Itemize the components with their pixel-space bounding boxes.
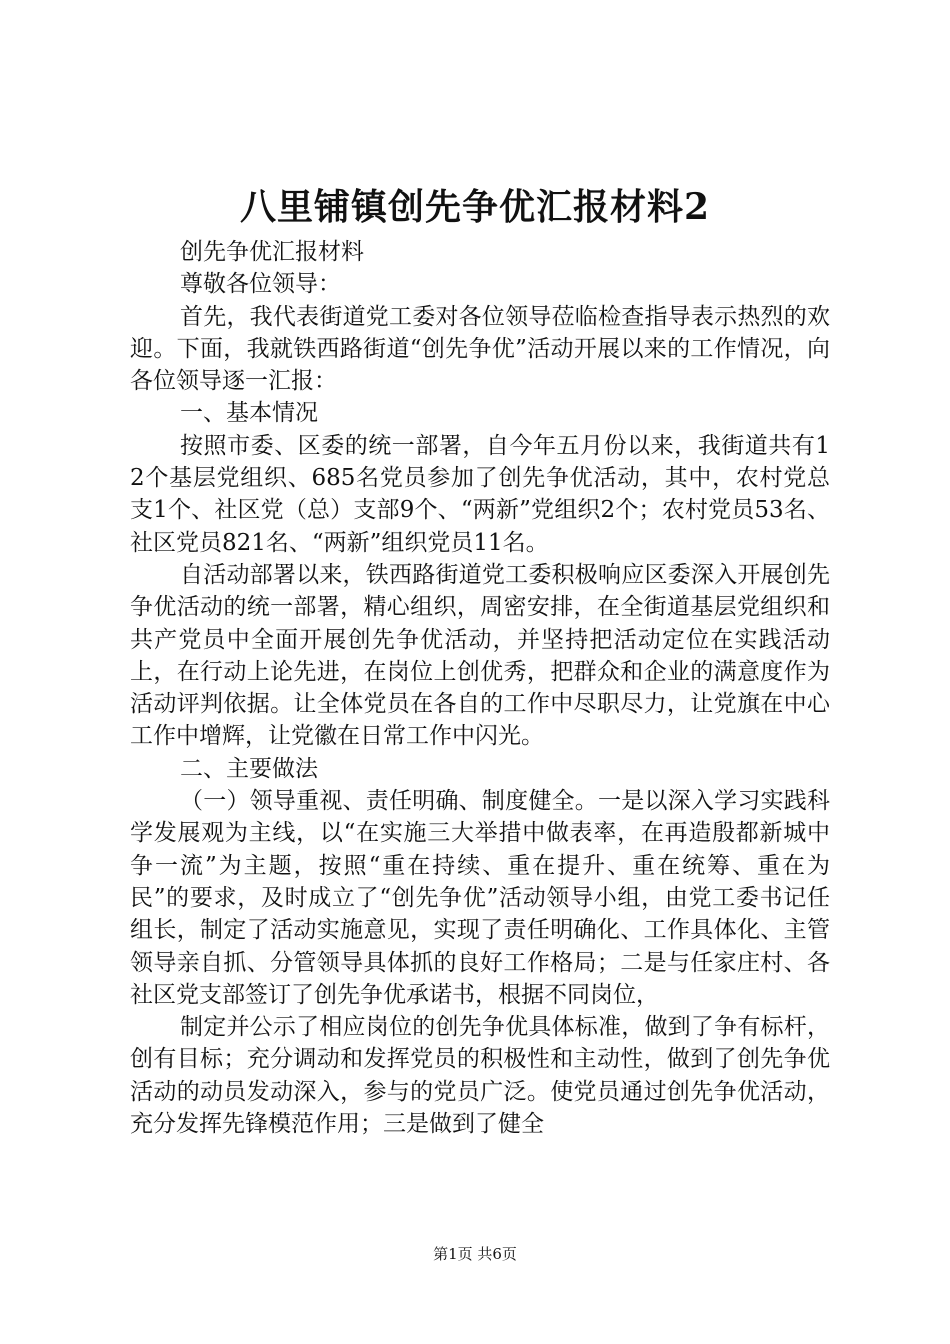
section-heading: 一、基本情况 xyxy=(180,400,318,427)
page-footer: 第1页 共6页 xyxy=(433,1245,517,1263)
paragraph: 尊敬各位领导： xyxy=(180,271,341,298)
document-title: 八里铺镇创先争优汇报材料2 xyxy=(239,186,711,228)
paragraph: （一）领导重视、责任明确、制度健全。一是以深入学习实践科学发展观为主线，以“在实施三大举措中做表率，在再造殷都新城中争一流”为主题，按照“重在持续、重在提升、重在统筹、重在为民”的要求，及时成立了“创先争优”活动领导小组，由党工委书记任组长，制定了活动实施意见，实现了责任明确化、工作具体化、主管领导亲自抓、分管领导具体抓的良好工作格局；二是与任家庄村、各社区党支部签订了创先争优承诺书，根据不同岗位， xyxy=(130,788,830,1008)
paragraph: 首先，我代表街道党工委对各位领导莅临检查指导表示热烈的欢迎。下面，我就铁西路街道“创先争优”活动开展以来的工作情况，向各位领导逐一汇报： xyxy=(130,303,830,395)
paragraph: 按照市委、区委的统一部署，自今年五月份以来，我街道共有12个基层党组织、685名党员参加了创先争优活动，其中，农村党总支1个、社区党（总）支部9个、“两新”党组织2个；农村党员53名、社区党员821名、“两新”组织党员11名。 xyxy=(130,432,830,556)
document-body xyxy=(130,236,830,1140)
paragraph: 制定并公示了相应岗位的创先争优具体标准，做到了争有标杆，创有目标；充分调动和发挥党员的积极性和主动性，做到了创先争优活动的动员发动深入，参与的党员广泛。使党员通过创先争优活动，充分发挥先锋模范作用；三是做到了健全 xyxy=(130,1014,830,1138)
section-heading: 二、主要做法 xyxy=(180,755,318,782)
paragraph: 自活动部署以来，铁西路街道党工委积极响应区委深入开展创先争优活动的统一部署，精心组织，周密安排，在全街道基层党组织和共产党员中全面开展创先争优活动，并坚持把活动定位在实践活动上，在行动上论先进，在岗位上创优秀，把群众和企业的满意度作为活动评判依据。让全体党员在各自的工作中尽职尽力，让党旗在中心工作中增辉，让党徽在日常工作中闪光。 xyxy=(130,561,830,750)
paragraph: 创先争优汇报材料 xyxy=(180,239,364,265)
